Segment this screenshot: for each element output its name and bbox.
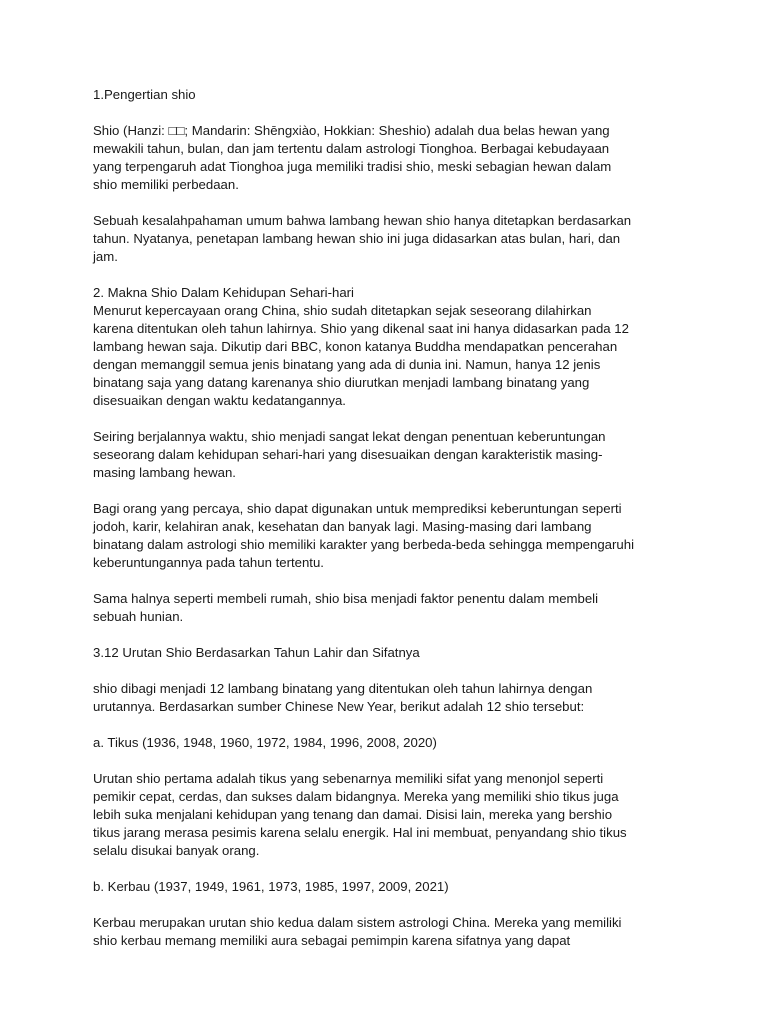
paragraph-tikus: Urutan shio pertama adalah tikus yang sebenarnya memiliki sifat yang menonjol seperti pemikir cepat, cerdas, dan sukses dalam bidangnya. Mereka yang memiliki shio tikus juga lebih suka menjalani kehidupan yang tenang dan damai. Disisi lain, mereka yang bershio tikus jarang merasa pesimis karena selalu energik. Hal ini membuat, penyandang shio tikus selalu disukai banyak orang. — [93, 771, 627, 858]
paragraph-prediksi: Bagi orang yang percaya, shio dapat digunakan untuk memprediksi keberuntungan seperti jodoh, karir, kelahiran anak, kesehatan dan banyak lagi. Masing-masing dari lambang binatang dalam astrologi shio memiliki karakter yang berbeda-beda sehingga mempengaruhi keberuntungannya pada tahun tertentu. — [93, 501, 635, 570]
heading-urutan-shio: 3.12 Urutan Shio Berdasarkan Tahun Lahir dan Sifatnya — [93, 645, 420, 660]
section-makna-shio: 2. Makna Shio Dalam Kehidupan Sehari-hari Menurut kepercayaan orang China, shio sudah ditetapkan sejak seseorang dilahirkan karena ditentukan oleh tahun lahirnya. Shio yang dikenal saat ini hanya didasarkan pada 12 lambang hewan saja. Dikutip dari BBC, konon katanya Buddha mendapatkan pencerahan dengan memanggil semua jenis binatang yang ada di dunia ini. Namun, hanya 12 jenis binatang saja yang datang karenanya shio diurutkan menjadi lambang binatang yang disesuaikan dengan waktu kedatangannya. — [93, 284, 688, 410]
heading-pengertian-shio: 1.Pengertian shio — [93, 87, 196, 102]
paragraph-membeli-rumah: Sama halnya seperti membeli rumah, shio bisa menjadi faktor penentu dalam membeli sebuah hunian. — [93, 591, 599, 624]
paragraph-seiring-waktu: Seiring berjalannya waktu, shio menjadi sangat lekat dengan penentuan keberuntungan seseorang dalam kehidupan sehari-hari yang disesuaikan dengan karakteristik masing- masing lambang hewan. — [93, 429, 606, 480]
document-page — [93, 86, 688, 950]
paragraph-pembagian-shio: shio dibagi menjadi 12 lambang binatang yang ditentukan oleh tahun lahirnya dengan urutannya. Berdasarkan sumber Chinese New Year, berikut adalah 12 shio tersebut: — [93, 681, 593, 714]
paragraph-kesalahpahaman: Sebuah kesalahpahaman umum bahwa lambang hewan shio hanya ditetapkan berdasarkan tahun. Nyatanya, penetapan lambang hewan shio ini juga didasarkan atas bulan, hari, dan jam. — [93, 213, 632, 264]
list-item-kerbau: b. Kerbau (1937, 1949, 1961, 1973, 1985, 1997, 2009, 2021) — [93, 879, 449, 894]
heading-makna-shio: 2. Makna Shio Dalam Kehidupan Sehari-hari — [93, 285, 354, 300]
paragraph-kerbau: Kerbau merupakan urutan shio kedua dalam sistem astrologi China. Mereka yang memiliki shio kerbau memang memiliki aura sebagai pemimpin karena sifatnya yang dapat — [93, 915, 622, 948]
paragraph-definisi-shio: Shio (Hanzi: □□; Mandarin: Shēngxiào, Hokkian: Sheshio) adalah dua belas hewan yang mewakili tahun, bulan, dan jam tertentu dalam astrologi Tionghoa. Berbagai kebudayaan yang terpengaruh adat Tionghoa juga memiliki tradisi shio, meski sebagian hewan dalam shio memiliki perbedaan. — [93, 123, 612, 192]
list-item-tikus: a. Tikus (1936, 1948, 1960, 1972, 1984, 1996, 2008, 2020) — [93, 735, 437, 750]
